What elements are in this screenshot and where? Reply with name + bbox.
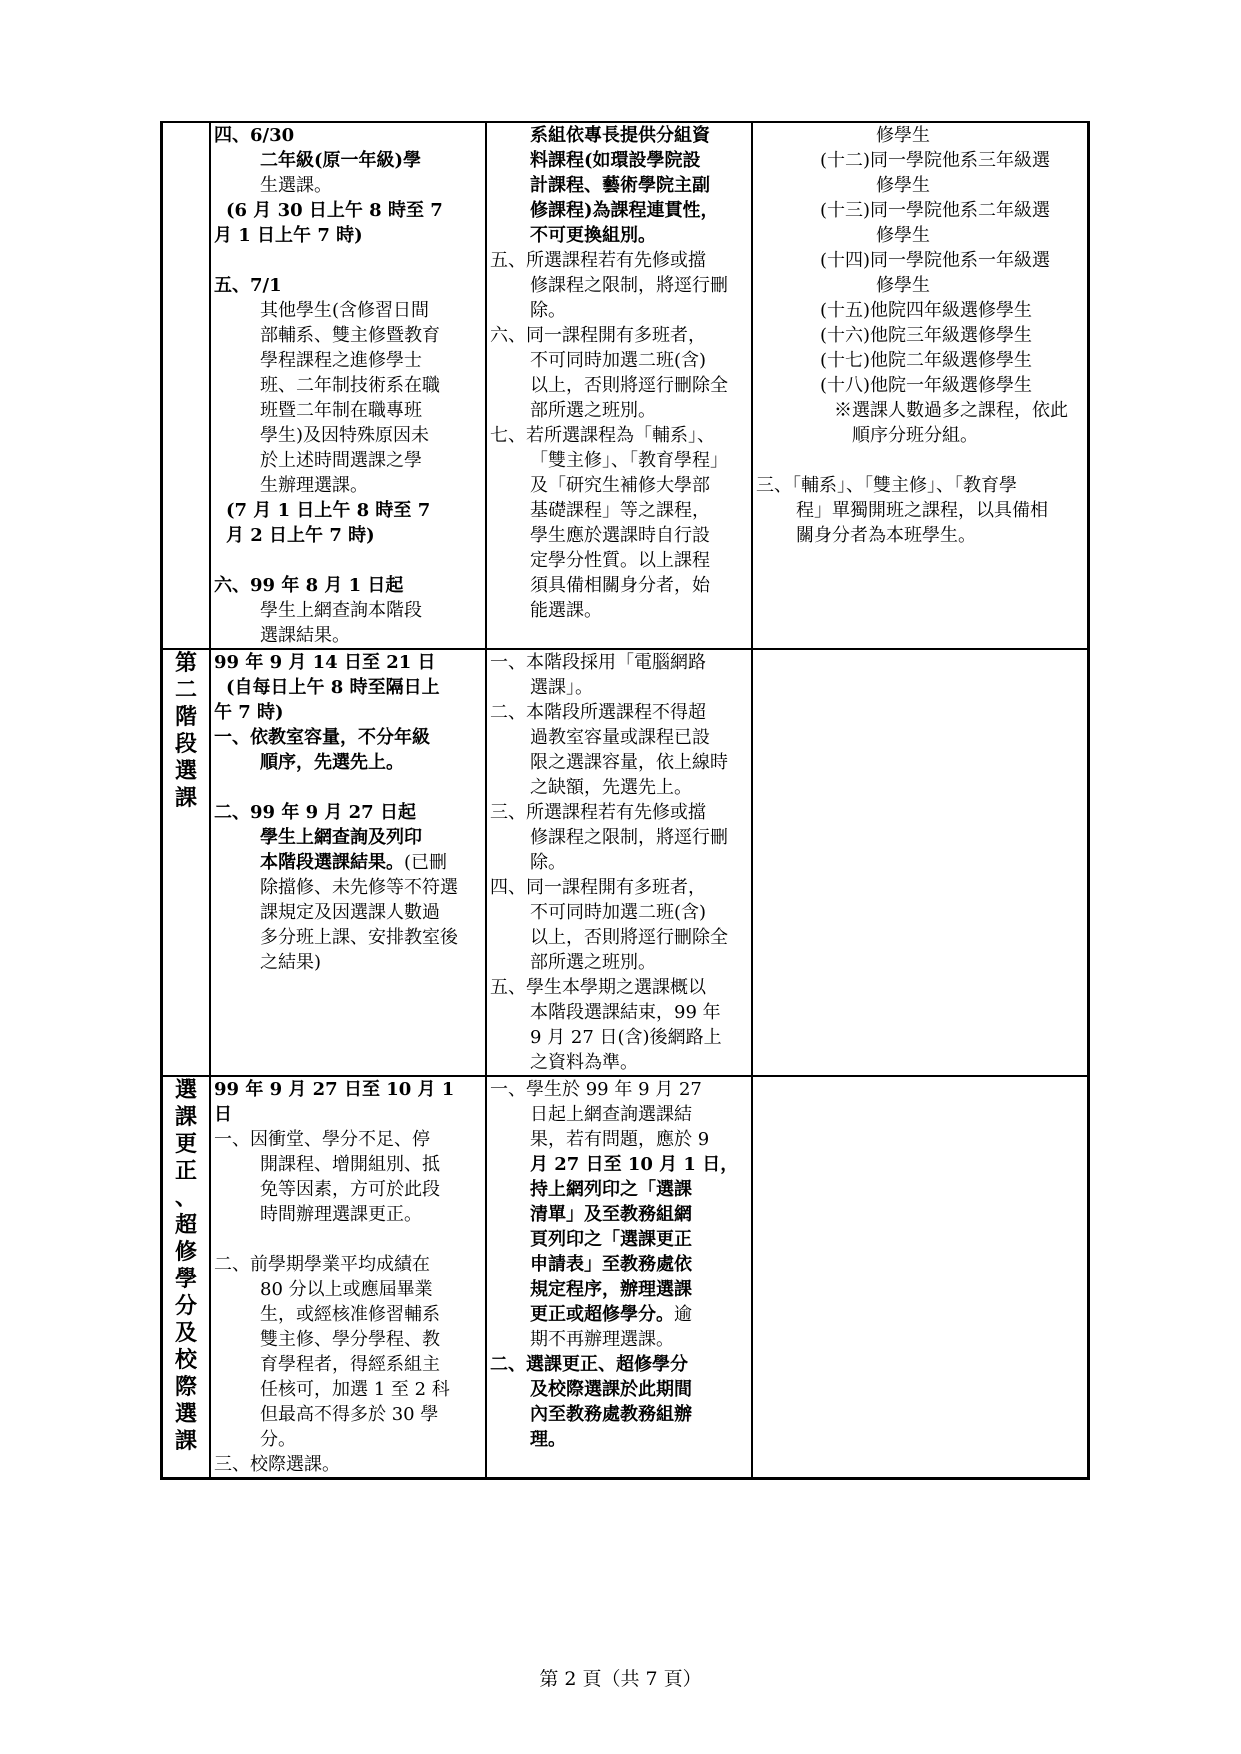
note-line: 以上，否則將逕行刪除全: [530, 927, 728, 948]
schedule-line: 班、二年制技術系在職: [260, 375, 440, 396]
stage1-row: [162, 122, 1089, 649]
stage2-row: [162, 649, 1089, 1076]
schedule-line: 課規定及因選課人數過: [260, 902, 440, 923]
note-line: 理。: [530, 1429, 566, 1450]
schedule-line: 部輔系、雙主修暨教育: [260, 325, 440, 346]
note-line: 清單」及至教務組網: [530, 1204, 692, 1225]
schedule-line: 選課結果。: [260, 625, 350, 646]
stage3-label-cell: [162, 1076, 211, 1479]
schedule-line: 學程課程之進修學士: [260, 350, 422, 371]
note-line: 定學分性質。以上課程: [530, 550, 710, 571]
schedule-line: 生辦理選課。: [260, 475, 368, 496]
stage2-schedule-cell: [210, 649, 486, 1076]
note-line: 不可更換組別。: [530, 225, 656, 246]
note-line: 9 月 27 日(含)後網路上: [530, 1027, 722, 1048]
schedule-line: 多分班上課、安排教室後: [260, 927, 458, 948]
schedule-line: 之結果): [260, 952, 322, 973]
priority-item: (十七)他院二年級選修學生: [820, 350, 1033, 371]
schedule-time: 午 7 時): [214, 702, 284, 723]
schedule-line: 生，或經核准修習輔系: [260, 1304, 440, 1325]
priority-item: (十三)同一學院他系二年級選: [820, 200, 1051, 221]
note-line: 及「研究生補修大學部: [530, 475, 710, 496]
schedule-line: 本階段選課結果。(已刪: [260, 852, 448, 873]
stage3-notes-cell: [486, 1076, 752, 1479]
note-line: 除。: [530, 300, 566, 321]
schedule-line: 於上述時間選課之學: [260, 450, 422, 471]
schedule-line: 其他學生(含修習日間: [260, 300, 430, 321]
note-line: 學生應於選課時自行設: [530, 525, 710, 546]
note-line: 修課程)為課程連貫性，: [530, 200, 719, 221]
stage2-empty-cell: [752, 649, 1089, 1076]
note-line: 果，若有問題，應於 9: [530, 1129, 710, 1150]
stage3-empty-cell: [752, 1076, 1089, 1479]
note-line: 基礎課程」等之課程，: [530, 500, 710, 521]
stage1-schedule-cell: [210, 122, 486, 649]
schedule-item-2: 二、前學期學業平均成績在: [214, 1254, 430, 1275]
note-line: 修課程之限制，將逕行刪: [530, 827, 728, 848]
stage3-row: [162, 1076, 1089, 1479]
stage2-label-cell: [162, 649, 211, 1076]
schedule-time: (自每日上午 8 時至隔日上: [226, 677, 440, 698]
priority-line: 修學生: [876, 125, 930, 146]
note-line: 之資料為準。: [530, 1052, 638, 1073]
schedule-line: 任核可，加選 1 至 2 科: [260, 1379, 450, 1400]
note-item-4: 四、同一課程開有多班者，: [490, 877, 706, 898]
note-line: 「雙主修」、「教育學程」: [530, 450, 728, 471]
schedule-item-5: 五、7/1: [214, 275, 282, 296]
schedule-line: 80 分以上或應屆畢業: [260, 1279, 433, 1300]
schedule-line: 二年級(原一年級)學: [260, 150, 422, 171]
schedule-item-6: 六、99 年 8 月 1 日起: [214, 575, 404, 596]
schedule-line: 分。: [260, 1429, 296, 1450]
note-line: 以上，否則將逕行刪除全: [530, 375, 728, 396]
schedule-line: 班暨二年制在職專班: [260, 400, 422, 421]
note-line: 持上網列印之「選課: [530, 1179, 692, 1200]
stage1-notes-cell: [486, 122, 752, 649]
note-line: 部所選之班別。: [530, 400, 656, 421]
schedule-line: 除擋修、未先修等不符選: [260, 877, 458, 898]
note-line: 內至教務處教務組辦: [530, 1404, 692, 1425]
priority-item: (十六)他院三年級選修學生: [820, 325, 1033, 346]
note-line: 部所選之班別。: [530, 952, 656, 973]
note-item-5: 五、所選課程若有先修或擋: [490, 250, 706, 271]
schedule-line: 學生)及因特殊原因未: [260, 425, 430, 446]
priority-item: (十五)他院四年級選修學生: [820, 300, 1033, 321]
schedule-item-2: 二、99 年 9 月 27 日起: [214, 802, 416, 823]
schedule-item-4: 四、6/30: [214, 125, 295, 146]
schedule-time: 月 1 日上午 7 時): [214, 225, 363, 246]
priority-item: (十八)他院一年級選修學生: [820, 375, 1033, 396]
note-line: 日起上網查詢選課結: [530, 1104, 692, 1125]
note-item-7: 七、若所選課程為「輔系」、: [490, 425, 715, 446]
note-item-1: 一、學生於 99 年 9 月 27: [490, 1079, 702, 1100]
note-item-5: 五、學生本學期之選課概以: [490, 977, 706, 998]
priority-line: 修學生: [876, 225, 930, 246]
rule-item-3: 三、「輔系」、「雙主修」、「教育學: [756, 475, 1017, 496]
schedule-line: 時間辦理選課更正。: [260, 1204, 422, 1225]
note-line: 不可同時加選二班(含): [530, 902, 707, 923]
schedule-time: (6 月 30 日上午 8 時至 7: [226, 200, 443, 221]
schedule-line: 開課程、增開組別、抵: [260, 1154, 440, 1175]
priority-note: ※選課人數過多之課程，依此: [834, 400, 1068, 421]
note-line: 更正或超修學分。逾: [530, 1304, 692, 1325]
note-item-2: 二、選課更正、超修學分: [490, 1354, 688, 1375]
schedule-line: 生選課。: [260, 175, 332, 196]
note-line: 選課」。: [530, 677, 593, 698]
schedule-line: 育學程者，得經系組主: [260, 1354, 440, 1375]
note-line: 本階段選課結束，99 年: [530, 1002, 721, 1023]
priority-line: 修學生: [876, 175, 930, 196]
note-item-3: 三、所選課程若有先修或擋: [490, 802, 706, 823]
note-line: 申請表」至教務處依: [530, 1254, 692, 1275]
stage1-priority-cell: [752, 122, 1089, 649]
priority-item: (十四)同一學院他系一年級選: [820, 250, 1051, 271]
note-line: 限之選課容量，依上線時: [530, 752, 728, 773]
schedule-date: 99 年 9 月 14 日至 21 日: [214, 652, 436, 673]
priority-note: 順序分班分組。: [852, 425, 978, 446]
schedule-line: 免等因素，方可於此段: [260, 1179, 440, 1200]
schedule-item-1: 一、依教室容量，不分年級: [214, 727, 430, 748]
schedule-line: 雙主修、學分學程、教: [260, 1329, 440, 1350]
stage2-label: 第 二 階 段 選 課: [174, 650, 197, 811]
stage3-schedule-cell: [210, 1076, 486, 1479]
note-line: 規定程序，辦理選課: [530, 1279, 692, 1300]
stage2-notes-cell: [486, 649, 752, 1076]
page-footer: 第 2 頁（共 7 頁）: [539, 1668, 702, 1690]
note-line: 不可同時加選二班(含): [530, 350, 707, 371]
priority-item: (十二)同一學院他系三年級選: [820, 150, 1051, 171]
note-line: 及校際選課於此期間: [530, 1379, 692, 1400]
stage1-label-cell: [162, 122, 211, 649]
note-line: 系組依專長提供分組資: [530, 125, 710, 146]
schedule-item-3: 三、校際選課。: [214, 1454, 340, 1475]
note-line: 修課程之限制，將逕行刪: [530, 275, 728, 296]
note-line: 月 27 日至 10 月 1 日，: [530, 1154, 739, 1175]
schedule-item-1: 一、因衝堂、學分不足、停: [214, 1129, 430, 1150]
schedule-time: (7 月 1 日上午 8 時至 7: [226, 500, 431, 521]
schedule-date: 99 年 9 月 27 日至 10 月 1: [214, 1079, 455, 1100]
schedule-date: 日: [214, 1104, 232, 1125]
rule-line: 程」單獨開班之課程，以具備相: [796, 500, 1048, 521]
note-item-6: 六、同一課程開有多班者，: [490, 325, 706, 346]
schedule-line: 學生上網查詢本階段: [260, 600, 422, 621]
note-item-2: 二、本階段所選課程不得超: [490, 702, 706, 723]
rule-line: 關身分者為本班學生。: [796, 525, 976, 546]
note-line: 能選課。: [530, 600, 602, 621]
note-line: 頁列印之「選課更正: [530, 1229, 692, 1250]
stage3-label: 選 課 更 正 、 超 修 學 分 及 校 際 選 課: [174, 1077, 197, 1454]
schedule-line: 順序，先選先上。: [260, 752, 404, 773]
note-line: 除。: [530, 852, 566, 873]
schedule-line: 學生上網查詢及列印: [260, 827, 422, 848]
note-line: 過教室容量或課程已設: [530, 727, 710, 748]
note-line: 之缺額，先選先上。: [530, 777, 692, 798]
schedule-line: 但最高不得多於 30 學: [260, 1404, 439, 1425]
note-line: 料課程(如環設學院設: [530, 150, 701, 171]
course-selection-table: [160, 121, 1090, 1480]
schedule-time: 月 2 日上午 7 時): [226, 525, 375, 546]
note-line: 須具備相關身分者，始: [530, 575, 710, 596]
note-item-1: 一、本階段採用「電腦網路: [490, 652, 706, 673]
note-line: 計課程、藝術學院主副: [530, 175, 710, 196]
priority-line: 修學生: [876, 275, 930, 296]
note-line: 期不再辦理選課。: [530, 1329, 674, 1350]
